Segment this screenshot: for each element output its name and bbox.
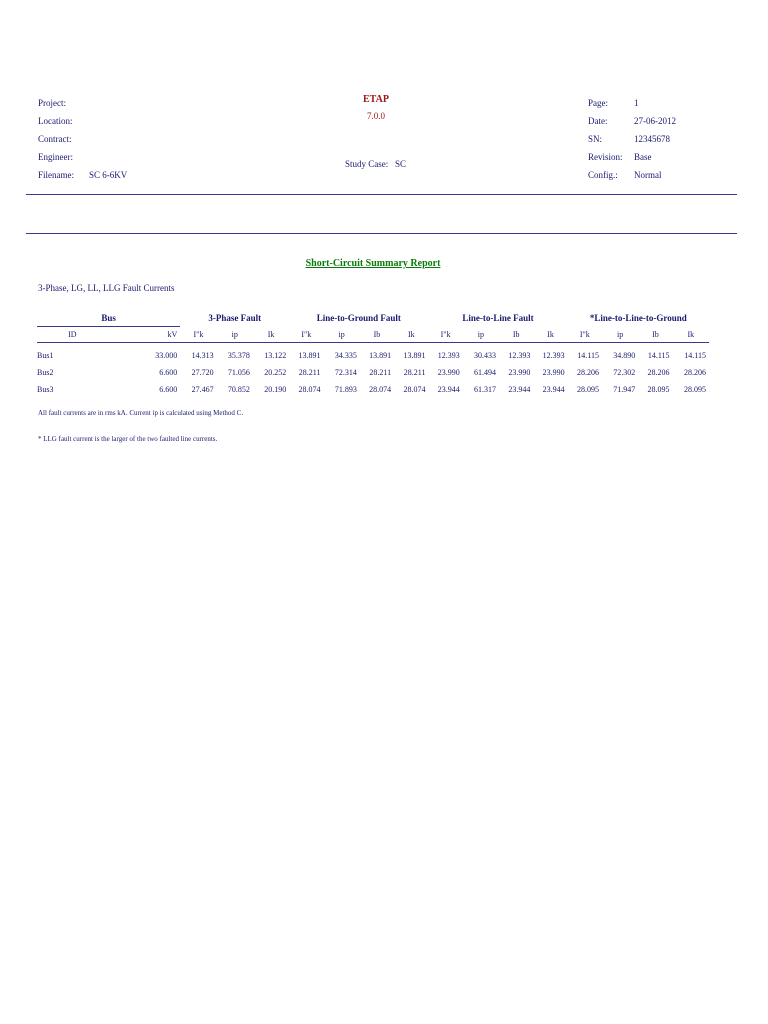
subheader-col: Ib	[360, 327, 394, 343]
table-cell: 71.893	[334, 385, 357, 394]
date-label: Date:	[588, 116, 608, 126]
study-case-label: Study Case:	[345, 159, 389, 169]
bus-id: Bus2	[37, 368, 54, 377]
sn-value: 12345678	[634, 134, 670, 144]
table-cell: 14.115	[684, 351, 706, 360]
revision-label: Revision:	[588, 152, 623, 162]
subheader-col: Ik	[394, 327, 428, 343]
table-cell: 23.990	[542, 368, 565, 377]
table-cell: 20.252	[264, 368, 287, 377]
project-label: Project:	[38, 98, 66, 108]
table-cell: 14.313	[191, 351, 214, 360]
page-label: Page:	[588, 98, 608, 108]
table-cell: 28.074	[403, 385, 426, 394]
page-value: 1	[634, 98, 639, 108]
table-cell: 12.393	[508, 351, 531, 360]
filename-label: Filename:	[38, 170, 74, 180]
header-divider-bottom	[26, 233, 737, 234]
table-cell: 12.393	[437, 351, 460, 360]
subheader-col: Ib	[499, 327, 533, 343]
table-cell: 28.074	[298, 385, 321, 394]
subheader-col: ip	[217, 327, 253, 343]
subheader-col: Ib	[638, 327, 672, 343]
group-three-phase: 3-Phase Fault	[208, 313, 262, 324]
table-cell: 13.122	[264, 351, 287, 360]
table-cell: 72.302	[613, 368, 636, 377]
table-cell: 23.990	[437, 368, 460, 377]
table-cell: 34.335	[334, 351, 357, 360]
subheader-kv: kV	[108, 327, 181, 343]
table-cell: 71.056	[227, 368, 250, 377]
subheader-col: ip	[463, 327, 499, 343]
filename-value: SC 6-6KV	[89, 170, 128, 180]
table-cell: 28.206	[684, 368, 706, 377]
table-cell: 61.494	[474, 368, 497, 377]
table-cell: 28.206	[576, 368, 599, 377]
app-version: 7.0.0	[367, 111, 385, 121]
note-rms: All fault currents are in rms kA. Current ip is calculated using Method C.	[38, 409, 244, 417]
table-cell: 34.890	[613, 351, 636, 360]
note-llg: * LLG fault current is the larger of the two faulted line currents.	[38, 435, 218, 443]
table-cell: 20.190	[264, 385, 287, 394]
table-cell: 23.944	[437, 385, 460, 394]
group-line-to-line: Line-to-Line Fault	[462, 313, 534, 324]
table-cell: 35.378	[227, 351, 250, 360]
bus-kv: 6.600	[159, 368, 178, 377]
fault-currents-table	[37, 310, 709, 398]
location-label: Location:	[38, 116, 73, 126]
config-label: Config.:	[588, 170, 618, 180]
report-subtitle: 3-Phase, LG, LL, LLG Fault Currents	[38, 283, 175, 293]
group-line-to-line-to-ground: *Line-to-Line-to-Ground	[589, 313, 687, 324]
app-title: ETAP	[363, 94, 389, 105]
subheader-col: I"k	[568, 327, 602, 343]
table-cell: 23.944	[508, 385, 531, 394]
table-cell: 28.206	[647, 368, 670, 377]
table-cell: 30.433	[474, 351, 497, 360]
config-value: Normal	[634, 170, 662, 180]
table-row	[37, 381, 709, 398]
bus-id: Bus3	[37, 385, 54, 394]
group-bus: Bus	[37, 310, 180, 327]
table-cell: 28.095	[576, 385, 599, 394]
table-cell: 28.074	[369, 385, 392, 394]
subheader-col: I"k	[289, 327, 323, 343]
table-cell: 23.990	[508, 368, 531, 377]
table-row	[37, 343, 709, 365]
engineer-label: Engineer:	[38, 152, 73, 162]
bus-kv: 6.600	[159, 385, 178, 394]
table-cell: 28.211	[403, 368, 426, 377]
bus-kv: 33.000	[155, 351, 178, 360]
table-cell: 14.115	[577, 351, 599, 360]
subheader-col: Ik	[533, 327, 567, 343]
group-header-row	[37, 310, 709, 327]
date-value: 27-06-2012	[634, 116, 676, 126]
table-cell: 28.211	[369, 368, 392, 377]
subheader-col: Ik	[253, 327, 289, 343]
header-divider-top	[26, 194, 737, 195]
table-cell: 71.947	[613, 385, 636, 394]
subheader-col: Ik	[673, 327, 709, 343]
table-row	[37, 364, 709, 381]
group-line-to-ground: Line-to-Ground Fault	[316, 313, 401, 324]
table-cell: 14.115	[647, 351, 670, 360]
bus-id: Bus1	[37, 351, 54, 360]
table-cell: 28.211	[298, 368, 321, 377]
subheader-col: ip	[602, 327, 638, 343]
table-cell: 72.314	[334, 368, 357, 377]
table-cell: 70.852	[227, 385, 250, 394]
subheader-col: I"k	[428, 327, 462, 343]
table-cell: 13.891	[369, 351, 392, 360]
table-cell: 28.095	[647, 385, 670, 394]
study-case-value: SC	[395, 159, 407, 169]
sn-label: SN:	[588, 134, 603, 144]
subheader-id: ID	[37, 327, 108, 343]
subheader-col: ip	[324, 327, 360, 343]
subheader-row	[37, 327, 709, 343]
table-cell: 28.095	[684, 385, 706, 394]
table-cell: 27.467	[191, 385, 214, 394]
table-cell: 23.944	[542, 385, 565, 394]
table-cell: 12.393	[542, 351, 565, 360]
subheader-col: I"k	[180, 327, 216, 343]
contract-label: Contract:	[38, 134, 72, 144]
report-title: Short-Circuit Summary Report	[305, 258, 441, 269]
table-cell: 61.317	[474, 385, 497, 394]
table-cell: 13.891	[403, 351, 426, 360]
revision-value: Base	[634, 152, 652, 162]
table-cell: 13.891	[298, 351, 321, 360]
table-cell: 27.720	[191, 368, 214, 377]
